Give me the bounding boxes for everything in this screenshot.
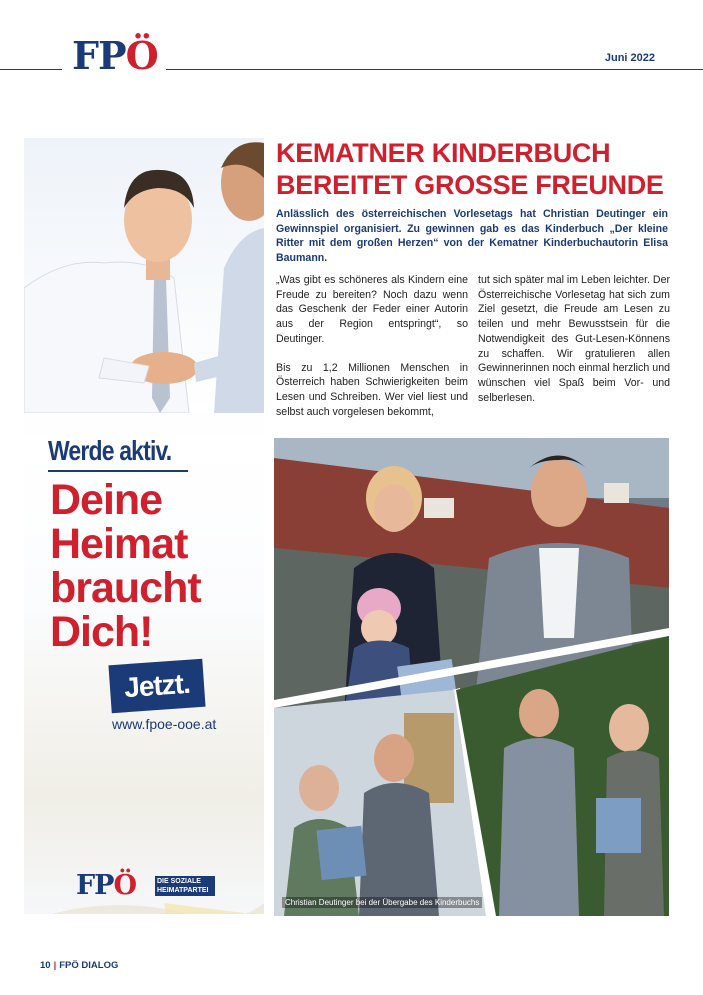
footer-separator: |: [53, 960, 57, 971]
ad-slogan-line: Deine: [50, 476, 163, 524]
header-rule-left: [0, 69, 62, 70]
collage-graphic: [274, 438, 669, 916]
ad-slogan-line: Dich!: [50, 608, 153, 656]
fpo-logo[interactable]: FPÖ: [72, 33, 158, 78]
ad-jetzt-badge: Jetzt.: [108, 659, 205, 713]
ad-tagline-1: DIE SOZIALE: [157, 878, 201, 885]
flag-ribbon-graphic: [24, 883, 264, 914]
ad-slogan-line: braucht: [50, 564, 201, 612]
article-column-1: [276, 273, 468, 433]
photo-collage: [274, 438, 669, 916]
headline-line-1: KEMATNER KINDERBUCH: [276, 138, 611, 168]
ad-tagline-2: HEIMATPARTEI: [157, 887, 209, 894]
paragraph: tut sich später mal im Leben leichter. Der Österreichische Vorlesetag hat sich zum Ziel gesetzt, die Freude am Lesen zu teilen und mehr Bewusstsein für die Notwendigkeit des Gut-Lesen-Könnens zu schaffen. Wir gratulieren allen Gewinnerinnen noch einmal herzlich und wünschen viel Spaß beim Vor- und selberlesen.: [478, 274, 670, 404]
page-footer: [40, 960, 118, 971]
logo-letter-o: Ö: [113, 870, 137, 901]
issue-date: Juni 2022: [604, 52, 655, 64]
paragraph: Bis zu 1,2 Millionen Menschen in Österreich haben Schwierigkeiten beim Lesen und Schreiben. Wer viel liest und selbst auch vorgelesen bekommt,: [276, 361, 468, 418]
headline-line-2: BEREITET GROSSE FREUNDE: [276, 170, 664, 200]
photo-bottom-left: [274, 690, 486, 916]
article-headline: [276, 137, 676, 201]
ad-tagline-badge: [155, 876, 215, 896]
magazine-name: FPÖ DIALOG: [59, 960, 119, 971]
article-lead: Anlässlich des österreichischen Vorlesetags hat Christian Deutinger ein Gewinnspiel organisiert. Zu gewinnen gab es das Kinderbuch „Der kleine Ritter mit dem großen Herzen“ von der Kematner Kinderbuchautorin Elisa Baumann.: [276, 208, 668, 265]
ad-slogan: [50, 478, 201, 654]
ad-url-link[interactable]: www.fpoe-ooe.at: [112, 716, 217, 732]
paragraph: „Was gibt es schöneres als Kindern eine Freude zu bereiten? Noch dazu wenn das Geschenk der Feder einer Autorin aus der Region entspringt“, so Deutinger.: [276, 274, 468, 345]
photo-caption: Christian Deutinger bei der Übergabe des Kinderbuchs: [282, 897, 482, 908]
ad-underline: [48, 470, 188, 472]
ad-fpo-logo: FPÖ: [76, 870, 137, 901]
page-number: 10: [40, 960, 51, 971]
handshake-photo: [24, 138, 264, 413]
ad-slogan-line: Heimat: [50, 520, 188, 568]
ad-werde-aktiv: Werde aktiv.: [48, 435, 172, 466]
header-rule-right: [166, 69, 703, 70]
logo-letter-o: Ö: [125, 33, 158, 78]
article-column-2: [478, 273, 670, 419]
